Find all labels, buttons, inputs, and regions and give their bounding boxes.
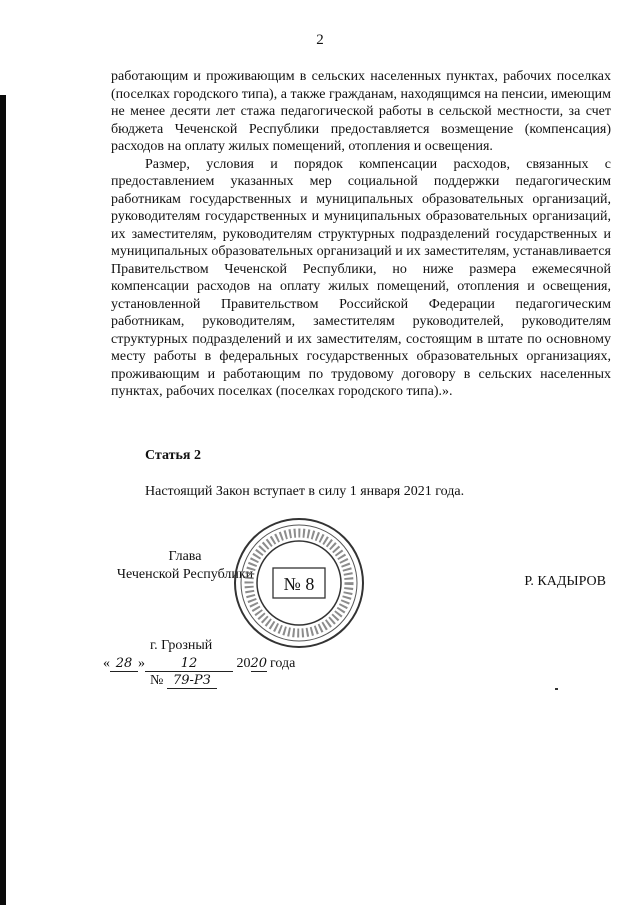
registration-number — [150, 673, 217, 689]
signatory-title-line2: Чеченской Республики — [116, 567, 254, 582]
signatory-title-line1: Глава — [168, 549, 202, 564]
date-open-quote: « — [103, 656, 110, 671]
article-heading: Статья 2 — [145, 448, 201, 463]
signing-date — [103, 656, 295, 672]
effective-date-text: Настоящий Закон вступает в силу 1 января 2021 года. — [145, 484, 465, 499]
page-number: 2 — [316, 32, 324, 48]
signatory-name: Р. КАДЫРОВ — [524, 574, 606, 589]
paragraph-continuation: работающим и проживающим в сельских населенных пунктах, рабочих поселках (поселках городского типа), а также гражданам, находящимся на пенсии, имеющим не менее десяти лет стажа педагогической работы в сельской местности, за счет бюджета Чеченской Республики предоставляется возмещение (компенсация) расходов на оплату жилых помещений, отопления и освещения. — [111, 69, 611, 154]
scan-edge-shadow — [0, 95, 6, 905]
registration-value: 79-РЗ — [167, 673, 217, 689]
registration-label: № — [150, 673, 164, 688]
official-seal — [232, 516, 366, 650]
date-year-word: года — [270, 656, 296, 671]
paragraph-compensation: Размер, условия и порядок компенсации расходов, связанных с предоставлением указанных мер социальной поддержки педагогическим работникам государственных и муниципальных образовательных организаций, руководителям государственных и муниципальных образовательных организаций, их заместителям, руководителям структурных подразделений государственных и муниципальных образовательных организаций и их заместителям, устанавливается Правительством Чеченской Республики, но ниже размера ежемесячной компенсации расходов на оплату жилых помещений, отопления и освещения, установленной Правительством Российской Федерации педагогическим работникам, руководителям, заместителям руководителей, руководителям структурных подразделений и их заместителям, состоящим в штате по основному месту работы в федеральных государственных образовательных организациях, проживающим и работающим по трудовому договору в сельских населенных пунктах, рабочих поселках (поселках городского типа).». — [111, 156, 611, 399]
scan-speck — [555, 688, 558, 690]
law-body-text — [111, 68, 611, 401]
date-close-quote: » — [138, 656, 145, 671]
date-year-prefix: 20 — [236, 656, 251, 671]
date-year-suffix: 20 — [250, 656, 268, 671]
seal-number: № 8 — [283, 574, 315, 594]
place-of-signing: г. Грозный — [150, 638, 213, 653]
date-month: 12 — [145, 656, 233, 672]
date-day: 28 — [110, 656, 138, 672]
